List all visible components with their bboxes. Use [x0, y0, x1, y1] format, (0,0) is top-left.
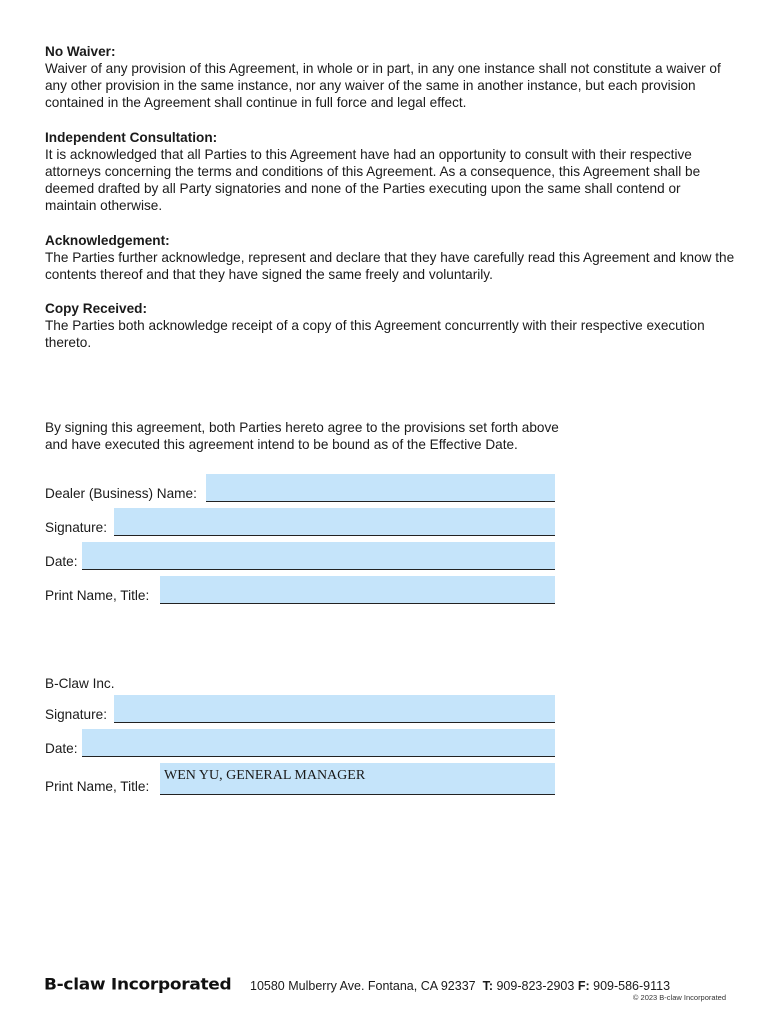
section-copy-received — [45, 300, 735, 351]
bclaw-date-label: Date: — [45, 741, 78, 756]
intro-line-2: and have executed this agreement intend to be bound as of the Effective Date. — [45, 437, 518, 452]
dealer-print-field[interactable] — [160, 576, 555, 604]
section-no-waiver — [45, 43, 735, 111]
bclaw-print-field[interactable]: WEN YU, GENERAL MANAGER — [160, 763, 555, 795]
bclaw-signature-row — [45, 695, 555, 723]
company-name: B-Claw Inc. — [45, 676, 115, 691]
bclaw-signature-field[interactable] — [114, 695, 555, 723]
section-body: Waiver of any provision of this Agreement, in whole or in part, in any one instance shall not constitute a waiver of any other provision in the same instance, nor any waiver of the same in another instance, but each provision contained in the Agreement shall continue in full force and legal effect. — [45, 61, 721, 110]
section-independent-consultation — [45, 129, 735, 214]
bclaw-date-field[interactable] — [82, 729, 555, 757]
dealer-date-row — [45, 542, 555, 570]
company-logo: B-claw Incorporated — [44, 975, 232, 995]
fax-label: F: — [577, 979, 590, 993]
footer-fax: 909-586-9113 — [593, 979, 671, 993]
dealer-signature-label: Signature: — [45, 520, 107, 535]
dealer-name-label: Dealer (Business) Name: — [45, 486, 197, 501]
dealer-date-label: Date: — [45, 554, 78, 569]
section-acknowledgement — [45, 232, 735, 283]
dealer-signature-field[interactable] — [114, 508, 555, 536]
signing-intro — [45, 419, 645, 453]
phone-label: T: — [482, 979, 493, 993]
section-body: The Parties further acknowledge, represent and declare that they have carefully read this Agreement and know the contents thereof and that they have signed the same freely and voluntarily. — [45, 250, 735, 282]
copyright: © 2023 B-claw Incorporated — [632, 993, 726, 1002]
bclaw-print-label: Print Name, Title: — [45, 779, 150, 794]
dealer-date-field[interactable] — [82, 542, 555, 570]
section-body: It is acknowledged that all Parties to this Agreement have had an opportunity to consult with their respective attorneys concerning the terms and conditions of this Agreement. As a consequence, this Agreement shall be deemed drafted by all Party signatories and none of the Parties executing upon the same shall contend or maintain otherwise. — [45, 147, 701, 213]
footer-address: 10580 Mulberry Ave. Fontana, CA 92337 — [250, 979, 476, 993]
bclaw-signature-label: Signature: — [45, 707, 107, 722]
dealer-name-field[interactable] — [206, 474, 555, 502]
bclaw-date-row — [45, 729, 555, 757]
dealer-print-row — [45, 576, 555, 604]
footer-phone: 909-823-2903 — [496, 979, 575, 993]
dealer-name-row — [45, 474, 555, 502]
section-heading: Independent Consultation: — [45, 130, 218, 145]
section-heading: Acknowledgement: — [45, 233, 170, 248]
intro-line-1: By signing this agreement, both Parties hereto agree to the provisions set forth above — [45, 420, 559, 435]
section-heading: Copy Received: — [45, 301, 147, 316]
dealer-print-label: Print Name, Title: — [45, 588, 150, 603]
footer-contact — [250, 979, 670, 993]
bclaw-print-row — [45, 763, 555, 795]
section-heading: No Waiver: — [45, 44, 116, 59]
section-body: The Parties both acknowledge receipt of a copy of this Agreement concurrently with their respective execution thereto. — [45, 318, 705, 350]
dealer-signature-row — [45, 508, 555, 536]
